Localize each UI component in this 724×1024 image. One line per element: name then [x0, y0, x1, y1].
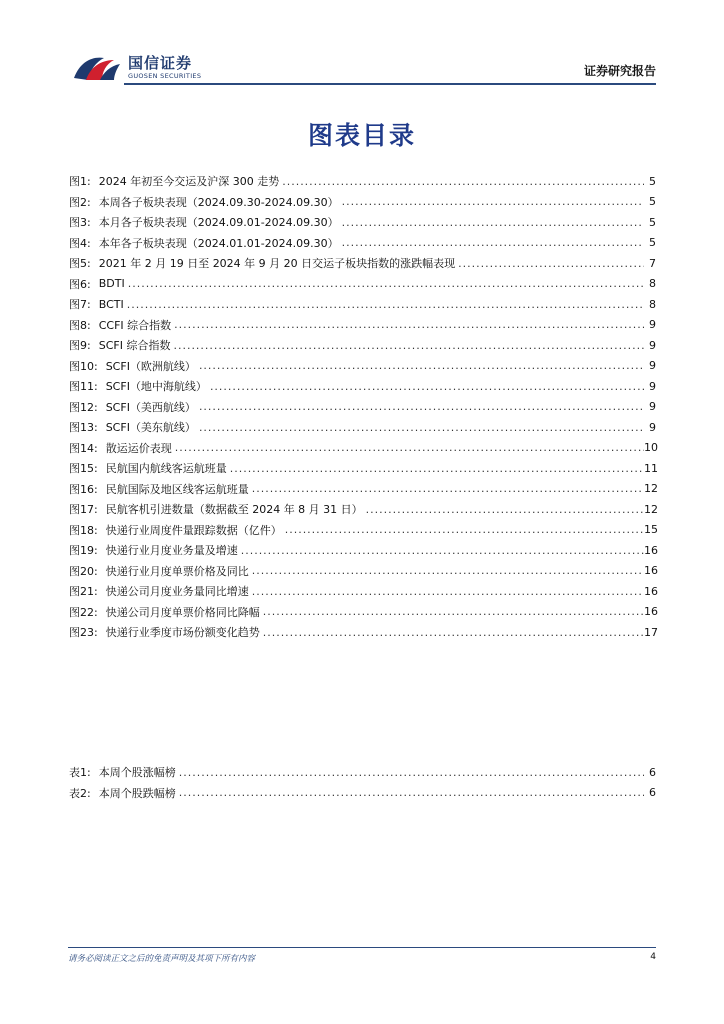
footer-disclaimer: 请务必阅读正文之后的免责声明及其项下所有内容 — [68, 954, 256, 964]
toc-leader-dots — [176, 766, 644, 779]
toc-entry-page: 8 — [649, 297, 656, 311]
toc-entry-page: 15 — [644, 523, 658, 537]
toc-entry-title: 本周各子板块表现（2024.09.30-2024.09.30） — [98, 195, 339, 209]
toc-entry-title: 民航国内航线客运航班量 — [105, 462, 227, 476]
toc-entry[interactable] — [69, 540, 656, 561]
toc-entry-title: 本月各子板块表现（2024.09.01-2024.09.30） — [98, 216, 339, 230]
toc-leader-dots — [249, 564, 644, 577]
toc-entry[interactable] — [69, 458, 656, 479]
toc-entry-page: 5 — [649, 174, 656, 188]
footer-divider — [68, 947, 656, 948]
toc-entry[interactable] — [69, 561, 656, 582]
toc-entry-label: 表1: — [69, 766, 91, 780]
toc-leader-dots — [207, 380, 644, 393]
toc-entry[interactable] — [69, 315, 656, 336]
toc-leader-dots — [176, 786, 644, 799]
toc-leader-dots — [282, 523, 644, 536]
toc-leader-dots — [171, 318, 644, 331]
toc-entry-page: 16 — [644, 543, 658, 557]
toc-entry[interactable] — [69, 622, 656, 643]
toc-entry-page: 9 — [649, 318, 656, 332]
toc-entry-title: 快递行业月度业务量及增速 — [105, 544, 238, 558]
toc-entry-page: 9 — [649, 420, 656, 434]
toc-entry-title: 散运运价表现 — [105, 441, 172, 455]
toc-entry-label: 图2: — [69, 195, 91, 209]
toc-leader-dots — [260, 626, 644, 639]
toc-entry-label: 图17: — [69, 503, 98, 517]
toc-leader-dots — [279, 175, 644, 188]
toc-entry[interactable] — [69, 762, 656, 783]
table-list — [69, 762, 656, 803]
toc-entry[interactable] — [69, 171, 656, 192]
toc-leader-dots — [249, 585, 644, 598]
toc-leader-dots — [124, 298, 644, 311]
toc-leader-dots — [196, 400, 644, 413]
toc-leader-dots — [170, 339, 644, 352]
toc-entry-page: 5 — [649, 195, 656, 209]
toc-entry-label: 表2: — [69, 786, 91, 800]
toc-entry-title: 2021 年 2 月 19 日至 2024 年 9 月 20 日交运子板块指数的涨跌幅表现 — [98, 257, 456, 271]
toc-entry-label: 图3: — [69, 216, 91, 230]
toc-entry-page: 6 — [649, 765, 656, 779]
toc-leader-dots — [227, 462, 644, 475]
toc-entry-label: 图6: — [69, 277, 91, 291]
toc-entry-title: 本周个股跌幅榜 — [98, 786, 176, 800]
logo-english-name: GUOSEN SECURITIES — [128, 72, 202, 80]
toc-entry-title: 民航客机引进数量（数据截至 2024 年 8 月 31 日） — [105, 503, 363, 517]
toc-leader-dots — [249, 482, 644, 495]
toc-entry-title: 快递行业季度市场份额变化趋势 — [105, 626, 260, 640]
toc-entry-page: 9 — [649, 400, 656, 414]
toc-entry-page: 12 — [644, 482, 658, 496]
toc-entry-label: 图15: — [69, 462, 98, 476]
toc-entry-label: 图5: — [69, 257, 91, 271]
toc-entry-label: 图8: — [69, 318, 91, 332]
toc-entry-page: 12 — [644, 502, 658, 516]
toc-entry[interactable] — [69, 520, 656, 541]
toc-entry-title: SCFI（欧洲航线） — [105, 359, 196, 373]
toc-entry-page: 7 — [649, 256, 656, 270]
logo-chinese-name: 国信证券 — [128, 54, 193, 72]
toc-entry-title: 快递公司月度业务量同比增速 — [105, 585, 249, 599]
toc-entry-page: 6 — [649, 786, 656, 800]
guosen-logo — [70, 52, 260, 84]
toc-entry[interactable] — [69, 417, 656, 438]
toc-entry-title: 本周个股涨幅榜 — [98, 766, 176, 780]
figure-list — [69, 171, 656, 643]
footer-page-number: 4 — [650, 952, 656, 962]
toc-entry-page: 16 — [644, 605, 658, 619]
toc-leader-dots — [339, 236, 644, 249]
toc-entry[interactable] — [69, 253, 656, 274]
toc-entry-page: 9 — [649, 379, 656, 393]
toc-entry-title: 快递行业月度单票价格及同比 — [105, 564, 249, 578]
toc-entry-label: 图13: — [69, 421, 98, 435]
toc-entry-page: 9 — [649, 338, 656, 352]
toc-entry[interactable] — [69, 192, 656, 213]
report-type-label: 证券研究报告 — [583, 64, 656, 78]
toc-entry-title: SCFI（美西航线） — [105, 400, 196, 414]
toc-entry[interactable] — [69, 499, 656, 520]
toc-entry-label: 图23: — [69, 626, 98, 640]
toc-entry[interactable] — [69, 376, 656, 397]
toc-entry-label: 图7: — [69, 298, 91, 312]
toc-entry-title: SCFI（地中海航线） — [105, 380, 207, 394]
toc-leader-dots — [196, 421, 644, 434]
toc-leader-dots — [196, 359, 644, 372]
toc-entry-title: 快递公司月度单票价格同比降幅 — [105, 605, 260, 619]
toc-entry[interactable] — [69, 783, 656, 804]
toc-entry[interactable] — [69, 356, 656, 377]
toc-entry-label: 图12: — [69, 400, 98, 414]
toc-entry[interactable] — [69, 581, 656, 602]
toc-entry-page: 8 — [649, 277, 656, 291]
toc-entry-title: BDTI — [98, 277, 125, 291]
toc-entry[interactable] — [69, 602, 656, 623]
toc-entry-label: 图4: — [69, 236, 91, 250]
toc-entry-page: 11 — [644, 461, 658, 475]
toc-entry-page: 17 — [644, 625, 658, 639]
toc-entry-page: 5 — [649, 236, 656, 250]
toc-leader-dots — [363, 503, 644, 516]
toc-entry[interactable] — [69, 233, 656, 254]
toc-entry[interactable] — [69, 397, 656, 418]
toc-entry-title: SCFI 综合指数 — [98, 339, 171, 353]
toc-leader-dots — [339, 216, 644, 229]
toc-entry[interactable] — [69, 479, 656, 500]
toc-leader-dots — [339, 195, 644, 208]
toc-entry-label: 图14: — [69, 441, 98, 455]
toc-entry-title: SCFI（美东航线） — [105, 421, 196, 435]
toc-entry[interactable] — [69, 274, 656, 295]
toc-entry-label: 图16: — [69, 482, 98, 496]
toc-entry-label: 图20: — [69, 564, 98, 578]
toc-entry-page: 16 — [644, 564, 658, 578]
toc-entry-title: 快递行业周度件量跟踪数据（亿件） — [105, 523, 282, 537]
toc-entry-title: 2024 年初至今交运及沪深 300 走势 — [98, 175, 280, 189]
toc-entry-page: 9 — [649, 359, 656, 373]
page-header — [68, 48, 656, 84]
toc-entry[interactable] — [69, 438, 656, 459]
toc-entry-label: 图1: — [69, 175, 91, 189]
toc-leader-dots — [238, 544, 644, 557]
toc-entry-title: 本年各子板块表现（2024.01.01-2024.09.30） — [98, 236, 339, 250]
toc-entry-label: 图18: — [69, 523, 98, 537]
toc-entry-label: 图21: — [69, 585, 98, 599]
toc-leader-dots — [260, 605, 644, 618]
toc-entry-page: 10 — [644, 441, 658, 455]
toc-entry-label: 图9: — [69, 339, 91, 353]
toc-entry-page: 5 — [649, 215, 656, 229]
toc-leader-dots — [125, 277, 644, 290]
header-divider — [124, 83, 656, 85]
toc-entry-page: 16 — [644, 584, 658, 598]
toc-leader-dots — [172, 441, 644, 454]
page-title: 图表目录 — [307, 121, 416, 150]
toc-entry-label: 图11: — [69, 380, 98, 394]
toc-entry-title: 民航国际及地区线客运航班量 — [105, 482, 249, 496]
toc-entry[interactable] — [69, 212, 656, 233]
toc-entry[interactable] — [69, 294, 656, 315]
guosen-emblem-icon — [70, 52, 122, 82]
toc-entry-label: 图19: — [69, 544, 98, 558]
toc-entry-label: 图22: — [69, 605, 98, 619]
toc-entry-title: CCFI 综合指数 — [98, 318, 172, 332]
toc-entry-title: BCTI — [98, 297, 124, 311]
toc-leader-dots — [455, 257, 644, 270]
toc-entry-label: 图10: — [69, 359, 98, 373]
toc-entry[interactable] — [69, 335, 656, 356]
